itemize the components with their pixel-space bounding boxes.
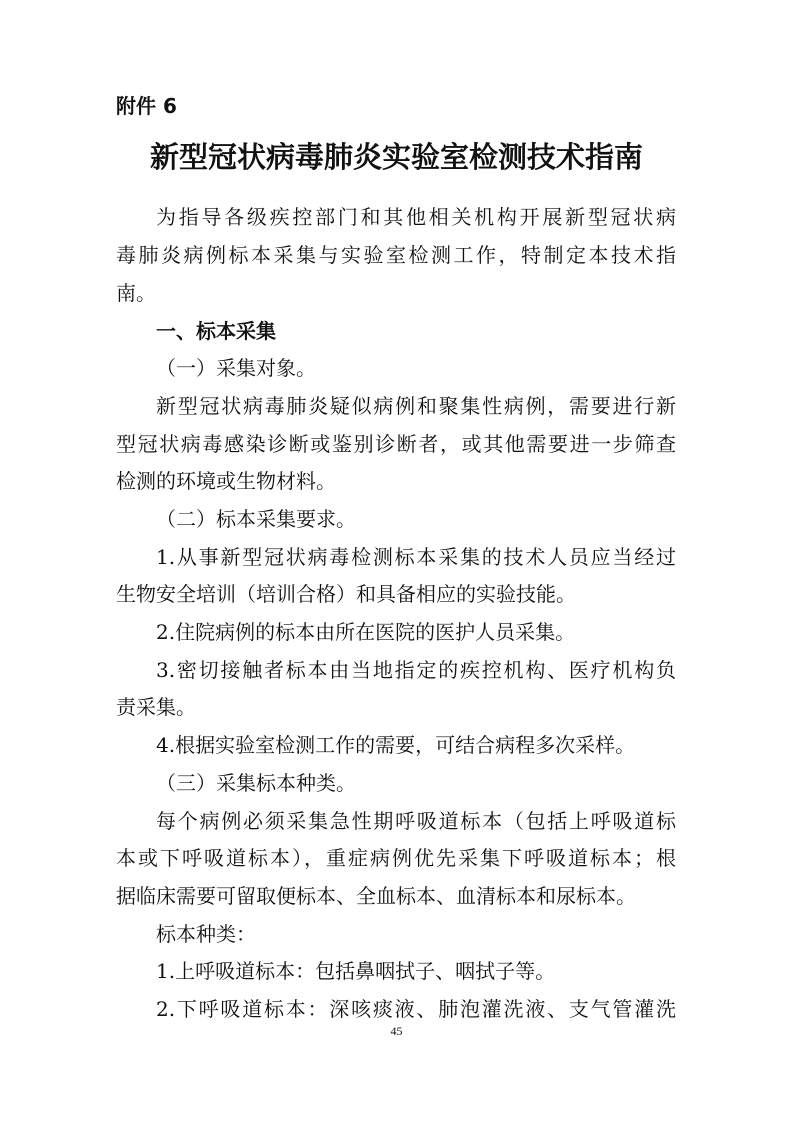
specimen-type-1: 1.上呼吸道标本：包括鼻咽拭子、咽拭子等。 xyxy=(156,959,556,983)
sub1-line-2: 型冠状病毒感染诊断或鉴别诊断者，或其他需要进一步筛查 xyxy=(116,432,676,456)
annex-label: 附件 6 xyxy=(116,94,177,118)
sub3-line-1: 每个病例必须采集急性期呼吸道标本（包括上呼吸道标 xyxy=(156,809,676,833)
section-heading-specimen-collection: 一、标本采集 xyxy=(156,319,276,343)
specimen-type-2: 2.下呼吸道标本：深咳痰液、肺泡灌洗液、支气管灌洗 xyxy=(156,997,676,1021)
sub2-item1-line-2: 生物安全培训（培训合格）和具备相应的实验技能。 xyxy=(116,582,576,606)
sub1-line-3: 检测的环境或生物材料。 xyxy=(116,469,336,493)
sub2-item1-line-1: 1.从事新型冠状病毒检测标本采集的技术人员应当经过 xyxy=(156,545,676,569)
sub2-item2: 2.住院病例的标本由所在医院的医护人员采集。 xyxy=(156,620,576,644)
sub1-line-1: 新型冠状病毒肺炎疑似病例和聚集性病例，需要进行新 xyxy=(156,394,676,418)
intro-line-1: 为指导各级疾控部门和其他相关机构开展新型冠状病 xyxy=(156,205,676,229)
subsection-heading-3: （三）采集标本种类。 xyxy=(156,771,356,795)
sub3-line-2: 本或下呼吸道标本），重症病例优先采集下呼吸道标本；根 xyxy=(116,846,676,870)
sub3-line-3: 据临床需要可留取便标本、全血标本、血清标本和尿标本。 xyxy=(116,884,636,908)
sub2-item3-line-1: 3.密切接触者标本由当地指定的疾控机构、医疗机构负 xyxy=(156,658,676,682)
intro-line-2: 毒肺炎病例标本采集与实验室检测工作，特制定本技术指 xyxy=(116,243,676,267)
sub2-item3-line-2: 责采集。 xyxy=(116,695,196,719)
subsection-heading-1: （一）采集对象。 xyxy=(156,356,316,380)
specimen-types-label: 标本种类： xyxy=(156,922,256,946)
page-number: 45 xyxy=(390,1024,403,1038)
document-title: 新型冠状病毒肺炎实验室检测技术指南 xyxy=(149,140,643,174)
intro-line-3: 南。 xyxy=(116,281,156,305)
sub2-item4: 4.根据实验室检测工作的需要，可结合病程多次采样。 xyxy=(156,733,636,757)
subsection-heading-2: （二）标本采集要求。 xyxy=(156,507,356,531)
